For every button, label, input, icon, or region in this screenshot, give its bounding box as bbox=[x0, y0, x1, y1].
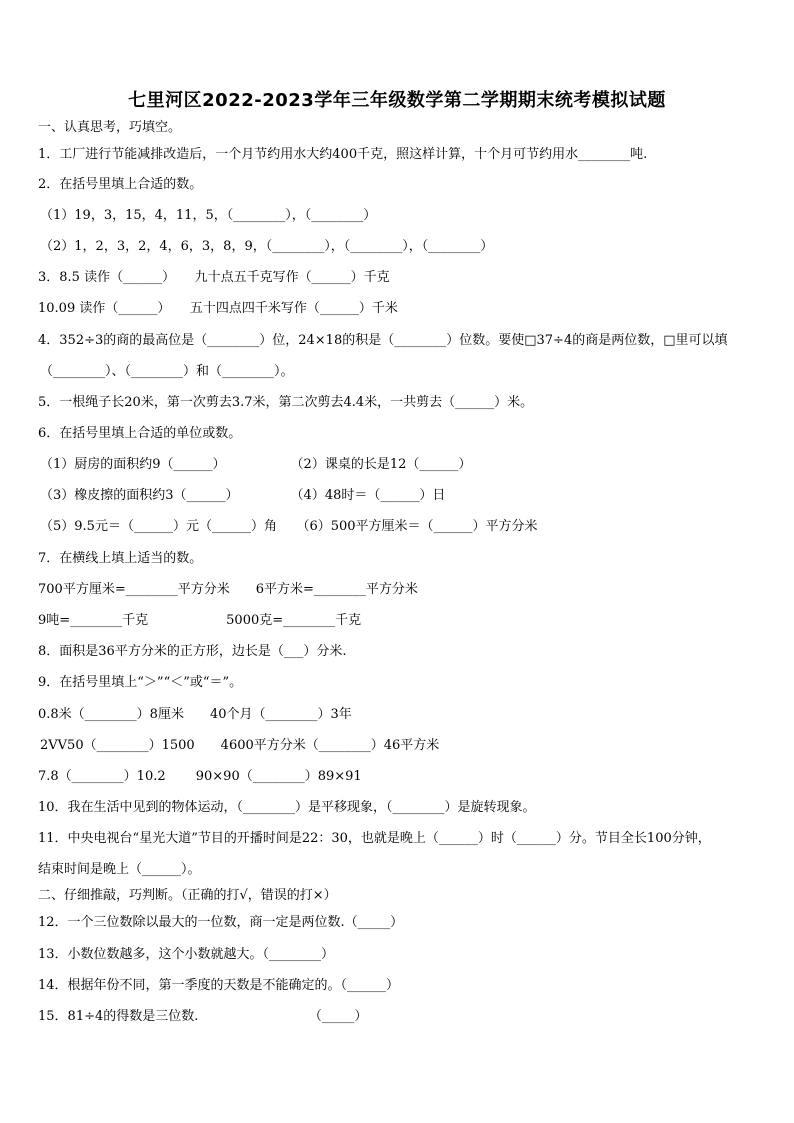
section-heading-2: 二、仔细推敲，巧判断。（正确的打√，错误的打×） bbox=[38, 888, 337, 903]
question-3-line-1: 3．8.5 读作（______） 九十点五千克写作（______）千克 bbox=[38, 270, 390, 285]
question-6: 6．在括号里填上合适的单位或数。 bbox=[38, 426, 242, 441]
question-2-part-2: （2）1，2，3，2，4，6，3，8，9，（________），（________），（________） bbox=[40, 239, 494, 254]
question-6-row-2: （3）橡皮擦的面积约3（______） （4）48时＝（______）日 bbox=[40, 488, 446, 503]
question-10: 10．我在生活中见到的物体运动，（________）是平移现象，（________）是旋转现象。 bbox=[38, 800, 536, 815]
question-14: 14．根据年份不同，第一季度的天数是不能确定的。（______） bbox=[38, 978, 400, 993]
question-3-line-2: 10.09 读作（______） 五十四点四千米写作（______）千米 bbox=[38, 301, 398, 316]
question-8: 8．面积是36平方分米的正方形，边长是（___）分米. bbox=[38, 644, 347, 659]
question-2-part-1: （1）19，3，15，4，11，5，（________），（________） bbox=[40, 208, 377, 223]
question-11: 11．中央电视台“星光大道”节目的开播时间是22：30，也就是晚上（______）时（______）分。节目全长100分钟， bbox=[38, 831, 711, 846]
question-9-row-2: 2VV50（________）1500 4600平方分米（________）46平方米 bbox=[40, 738, 440, 753]
question-7: 7．在横线上填上适当的数。 bbox=[38, 551, 203, 566]
question-11-cont: 结束时间是晚上（______）。 bbox=[38, 862, 201, 877]
question-9-row-1: 0.8米（________）8厘米 40个月（________）3年 bbox=[38, 707, 352, 722]
question-4: 4．352÷3的商的最高位是（________）位，24×18的积是（________）位数。要使□37÷4的商是两位数，□里可以填 bbox=[38, 333, 728, 348]
question-2: 2．在括号里填上合适的数。 bbox=[38, 177, 203, 192]
question-15: 15．81÷4的得数是三位数. （_____） bbox=[38, 1009, 368, 1024]
question-6-row-3: （5）9.5元＝（______）元（______）角 （6）500平方厘米＝（______）平方分米 bbox=[40, 519, 538, 534]
question-4-cont: （________）、（________）和（________）。 bbox=[40, 364, 294, 379]
section-heading-1: 一、认真思考，巧填空。 bbox=[38, 120, 182, 135]
page-title: 七里河区2022-2023学年三年级数学第二学期期末统考模拟试题 bbox=[128, 90, 666, 111]
question-1: 1．工厂进行节能减排改造后，一个月节约用水大约400千克，照这样计算，十个月可节约用水________吨. bbox=[38, 147, 648, 162]
question-7-row-1: 700平方厘米=________平方分米 6平方米=________平方分米 bbox=[38, 582, 418, 597]
question-6-row-1: （1）厨房的面积约9（______） （2）课桌的长是12（______） bbox=[40, 457, 472, 472]
question-13: 13．小数位数越多，这个小数就越大。（________） bbox=[38, 947, 335, 962]
question-5: 5．一根绳子长20米，第一次剪去3.7米，第二次剪去4.4米，一共剪去（______）米。 bbox=[38, 395, 534, 410]
question-9-row-3: 7.8（________）10.2 90×90（________）89×91 bbox=[38, 769, 362, 784]
question-12: 12．一个三位数除以最大的一位数，商一定是两位数.（_____） bbox=[38, 915, 404, 930]
question-9: 9．在括号里填上“＞”“＜”或“＝”。 bbox=[38, 675, 243, 690]
question-7-row-2: 9吨=________千克 5000克=________千克 bbox=[38, 613, 362, 628]
